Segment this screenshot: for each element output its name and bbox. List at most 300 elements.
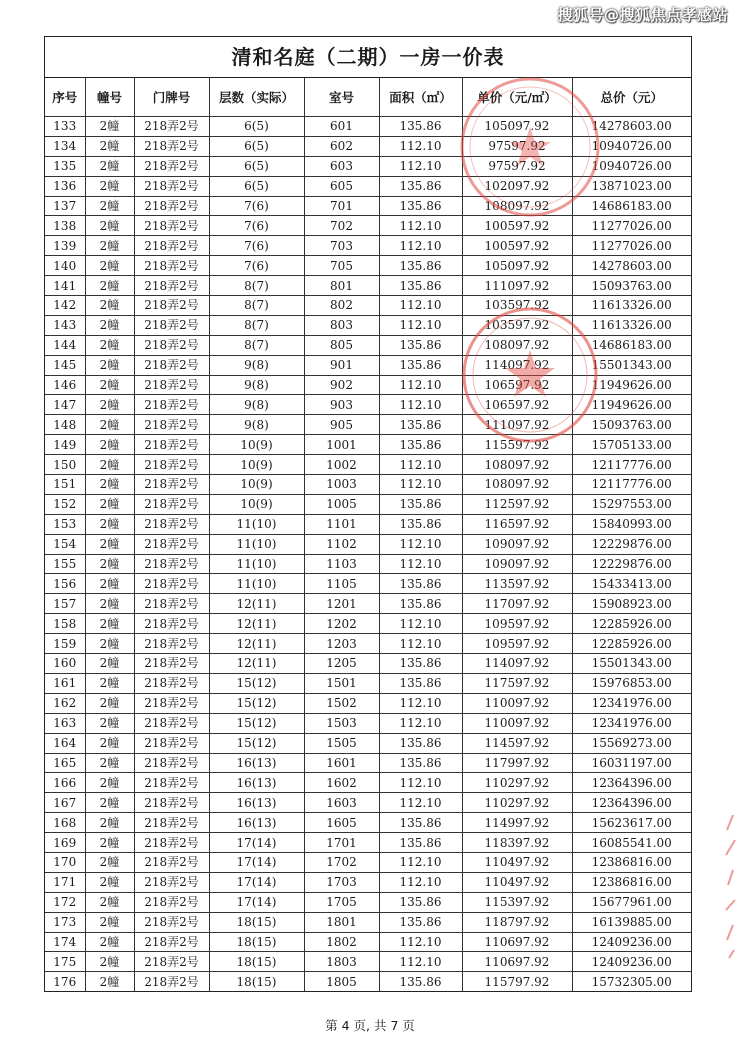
table-cell: 1605 <box>304 813 379 833</box>
table-cell: 2幢 <box>85 355 134 375</box>
table-row <box>45 654 691 674</box>
table-cell: 154 <box>45 534 85 554</box>
table-cell: 110697.92 <box>462 952 572 972</box>
table-cell: 110697.92 <box>462 932 572 952</box>
table-cell: 112.10 <box>379 475 462 495</box>
table-cell: 605 <box>304 176 379 196</box>
table-cell: 12285926.00 <box>572 634 691 654</box>
table-cell: 164 <box>45 733 85 753</box>
table-cell: 9(8) <box>209 355 304 375</box>
table-cell: 15569273.00 <box>572 733 691 753</box>
table-cell: 167 <box>45 793 85 813</box>
table-row <box>45 833 691 853</box>
table-cell: 2幢 <box>85 614 134 634</box>
table-cell: 2幢 <box>85 435 134 455</box>
table-row <box>45 415 691 435</box>
table-cell: 1102 <box>304 534 379 554</box>
table-cell: 112.10 <box>379 634 462 654</box>
table-cell: 114097.92 <box>462 654 572 674</box>
table-cell: 2幢 <box>85 654 134 674</box>
table-cell: 701 <box>304 196 379 216</box>
table-cell: 135.86 <box>379 355 462 375</box>
table-cell: 2幢 <box>85 753 134 773</box>
table-cell: 116597.92 <box>462 514 572 534</box>
table-cell: 1602 <box>304 773 379 793</box>
table-cell: 218弄2号 <box>134 833 209 853</box>
column-header: 幢号 <box>85 78 134 117</box>
table-cell: 16(13) <box>209 813 304 833</box>
table-cell: 12386816.00 <box>572 852 691 872</box>
table-cell: 2幢 <box>85 932 134 952</box>
table-cell: 117597.92 <box>462 673 572 693</box>
table-cell: 1802 <box>304 932 379 952</box>
table-cell: 112.10 <box>379 872 462 892</box>
table-cell: 106597.92 <box>462 395 572 415</box>
table-cell: 10(9) <box>209 455 304 475</box>
table-cell: 11949626.00 <box>572 375 691 395</box>
table-cell: 218弄2号 <box>134 932 209 952</box>
table-cell: 2幢 <box>85 852 134 872</box>
table-row <box>45 136 691 156</box>
table-cell: 15093763.00 <box>572 276 691 296</box>
table-cell: 2幢 <box>85 912 134 932</box>
table-row <box>45 912 691 932</box>
table-cell: 218弄2号 <box>134 614 209 634</box>
table-cell: 135.86 <box>379 813 462 833</box>
table-cell: 111097.92 <box>462 415 572 435</box>
table-row <box>45 554 691 574</box>
table-cell: 115797.92 <box>462 972 572 991</box>
table-cell: 117997.92 <box>462 753 572 773</box>
table-cell: 12229876.00 <box>572 554 691 574</box>
table-cell: 1503 <box>304 713 379 733</box>
table-row <box>45 335 691 355</box>
table-cell: 1801 <box>304 912 379 932</box>
column-header: 室号 <box>304 78 379 117</box>
table-cell: 218弄2号 <box>134 494 209 514</box>
table-cell: 15705133.00 <box>572 435 691 455</box>
table-cell: 218弄2号 <box>134 554 209 574</box>
table-cell: 6(5) <box>209 117 304 137</box>
table-cell: 11949626.00 <box>572 395 691 415</box>
table-cell: 15(12) <box>209 713 304 733</box>
column-header: 序号 <box>45 78 85 117</box>
table-cell: 9(8) <box>209 395 304 415</box>
table-cell: 16031197.00 <box>572 753 691 773</box>
table-cell: 218弄2号 <box>134 534 209 554</box>
table-cell: 2幢 <box>85 475 134 495</box>
header-row <box>45 78 691 117</box>
table-cell: 1705 <box>304 892 379 912</box>
table-cell: 1101 <box>304 514 379 534</box>
table-cell: 103597.92 <box>462 296 572 316</box>
table-cell: 2幢 <box>85 952 134 972</box>
table-row <box>45 534 691 554</box>
table-cell: 135.86 <box>379 494 462 514</box>
table-cell: 218弄2号 <box>134 355 209 375</box>
table-cell: 18(15) <box>209 952 304 972</box>
table-cell: 152 <box>45 494 85 514</box>
table-cell: 1202 <box>304 614 379 634</box>
table-cell: 2幢 <box>85 892 134 912</box>
table-cell: 141 <box>45 276 85 296</box>
table-cell: 112597.92 <box>462 494 572 514</box>
table-cell: 218弄2号 <box>134 176 209 196</box>
table-cell: 135.86 <box>379 574 462 594</box>
table-row <box>45 236 691 256</box>
table-cell: 801 <box>304 276 379 296</box>
table-cell: 218弄2号 <box>134 514 209 534</box>
table-cell: 218弄2号 <box>134 972 209 991</box>
table-cell: 7(6) <box>209 216 304 236</box>
table-cell: 112.10 <box>379 773 462 793</box>
table-cell: 135.86 <box>379 415 462 435</box>
table-cell: 112.10 <box>379 534 462 554</box>
table-cell: 218弄2号 <box>134 634 209 654</box>
table-row <box>45 256 691 276</box>
table-cell: 112.10 <box>379 315 462 335</box>
table-cell: 11277026.00 <box>572 236 691 256</box>
table-cell: 2幢 <box>85 793 134 813</box>
table-cell: 2幢 <box>85 256 134 276</box>
table-cell: 160 <box>45 654 85 674</box>
table-row <box>45 494 691 514</box>
table-cell: 118797.92 <box>462 912 572 932</box>
table-cell: 15908923.00 <box>572 594 691 614</box>
table-cell: 168 <box>45 813 85 833</box>
table-row <box>45 713 691 733</box>
table-row <box>45 395 691 415</box>
table-cell: 1603 <box>304 793 379 813</box>
table-row <box>45 972 691 991</box>
table-cell: 218弄2号 <box>134 654 209 674</box>
table-cell: 171 <box>45 872 85 892</box>
column-header: 单价（元/㎡） <box>462 78 572 117</box>
table-cell: 2幢 <box>85 176 134 196</box>
table-cell: 108097.92 <box>462 455 572 475</box>
table-cell: 12341976.00 <box>572 693 691 713</box>
table-cell: 2幢 <box>85 236 134 256</box>
table-cell: 112.10 <box>379 852 462 872</box>
table-cell: 15093763.00 <box>572 415 691 435</box>
table-cell: 140 <box>45 256 85 276</box>
table-cell: 114097.92 <box>462 355 572 375</box>
table-cell: 112.10 <box>379 932 462 952</box>
table-cell: 11(10) <box>209 514 304 534</box>
table-cell: 135.86 <box>379 256 462 276</box>
table-cell: 218弄2号 <box>134 236 209 256</box>
table-row <box>45 176 691 196</box>
table-cell: 14278603.00 <box>572 256 691 276</box>
table-cell: 218弄2号 <box>134 196 209 216</box>
table-cell: 218弄2号 <box>134 892 209 912</box>
table-cell: 2幢 <box>85 813 134 833</box>
table-cell: 12364396.00 <box>572 793 691 813</box>
table-row <box>45 773 691 793</box>
table-cell: 155 <box>45 554 85 574</box>
table-cell: 2幢 <box>85 375 134 395</box>
table-cell: 135.86 <box>379 733 462 753</box>
table-cell: 1205 <box>304 654 379 674</box>
table-cell: 218弄2号 <box>134 375 209 395</box>
table-cell: 138 <box>45 216 85 236</box>
table-cell: 218弄2号 <box>134 256 209 276</box>
table-cell: 8(7) <box>209 296 304 316</box>
table-cell: 148 <box>45 415 85 435</box>
table-row <box>45 475 691 495</box>
table-cell: 12(11) <box>209 614 304 634</box>
table-cell: 112.10 <box>379 236 462 256</box>
edge-stamp-fragment <box>723 810 737 960</box>
table-cell: 2幢 <box>85 634 134 654</box>
table-row <box>45 932 691 952</box>
table-row <box>45 296 691 316</box>
table-row <box>45 315 691 335</box>
table-row <box>45 892 691 912</box>
table-cell: 150 <box>45 455 85 475</box>
table-cell: 14278603.00 <box>572 117 691 137</box>
table-cell: 11(10) <box>209 574 304 594</box>
table-cell: 153 <box>45 514 85 534</box>
table-cell: 135.86 <box>379 892 462 912</box>
table-cell: 218弄2号 <box>134 216 209 236</box>
table-cell: 10940726.00 <box>572 156 691 176</box>
price-table <box>45 78 691 991</box>
table-cell: 112.10 <box>379 216 462 236</box>
table-cell: 18(15) <box>209 972 304 991</box>
table-cell: 14686183.00 <box>572 335 691 355</box>
table-cell: 109097.92 <box>462 534 572 554</box>
table-body <box>45 117 691 992</box>
table-cell: 174 <box>45 932 85 952</box>
table-cell: 1701 <box>304 833 379 853</box>
table-cell: 12364396.00 <box>572 773 691 793</box>
table-cell: 15501343.00 <box>572 654 691 674</box>
table-row <box>45 276 691 296</box>
table-cell: 135.86 <box>379 833 462 853</box>
table-cell: 1105 <box>304 574 379 594</box>
table-cell: 2幢 <box>85 972 134 991</box>
table-cell: 2幢 <box>85 574 134 594</box>
table-cell: 7(6) <box>209 256 304 276</box>
table-cell: 15840993.00 <box>572 514 691 534</box>
table-cell: 112.10 <box>379 156 462 176</box>
table-cell: 218弄2号 <box>134 713 209 733</box>
table-cell: 16(13) <box>209 773 304 793</box>
table-cell: 112.10 <box>379 296 462 316</box>
table-cell: 218弄2号 <box>134 872 209 892</box>
table-cell: 2幢 <box>85 395 134 415</box>
table-cell: 15(12) <box>209 673 304 693</box>
table-row <box>45 614 691 634</box>
table-cell: 112.10 <box>379 713 462 733</box>
table-cell: 2幢 <box>85 335 134 355</box>
table-cell: 802 <box>304 296 379 316</box>
table-cell: 17(14) <box>209 872 304 892</box>
table-cell: 8(7) <box>209 335 304 355</box>
table-cell: 6(5) <box>209 156 304 176</box>
table-title: 清和名庭（二期）一房一价表 <box>45 37 691 78</box>
table-cell: 2幢 <box>85 713 134 733</box>
table-row <box>45 793 691 813</box>
table-cell: 1601 <box>304 753 379 773</box>
table-row <box>45 594 691 614</box>
table-cell: 12386816.00 <box>572 872 691 892</box>
table-cell: 218弄2号 <box>134 136 209 156</box>
table-cell: 12341976.00 <box>572 713 691 733</box>
table-row <box>45 435 691 455</box>
table-cell: 12409236.00 <box>572 932 691 952</box>
table-cell: 134 <box>45 136 85 156</box>
table-cell: 218弄2号 <box>134 733 209 753</box>
table-cell: 135.86 <box>379 753 462 773</box>
table-cell: 2幢 <box>85 534 134 554</box>
table-cell: 145 <box>45 355 85 375</box>
table-cell: 218弄2号 <box>134 315 209 335</box>
table-cell: 108097.92 <box>462 196 572 216</box>
table-cell: 218弄2号 <box>134 415 209 435</box>
table-row <box>45 375 691 395</box>
table-cell: 97597.92 <box>462 136 572 156</box>
table-cell: 12285926.00 <box>572 614 691 634</box>
table-cell: 901 <box>304 355 379 375</box>
table-cell: 143 <box>45 315 85 335</box>
table-cell: 135.86 <box>379 117 462 137</box>
table-row <box>45 952 691 972</box>
table-cell: 16085541.00 <box>572 833 691 853</box>
table-cell: 1001 <box>304 435 379 455</box>
table-cell: 135.86 <box>379 654 462 674</box>
table-row <box>45 872 691 892</box>
table-cell: 137 <box>45 196 85 216</box>
table-cell: 15(12) <box>209 693 304 713</box>
table-cell: 8(7) <box>209 276 304 296</box>
table-cell: 112.10 <box>379 395 462 415</box>
table-cell: 109097.92 <box>462 554 572 574</box>
column-header: 面积（㎡） <box>379 78 462 117</box>
table-cell: 2幢 <box>85 196 134 216</box>
table-cell: 602 <box>304 136 379 156</box>
table-cell: 15732305.00 <box>572 972 691 991</box>
table-cell: 110297.92 <box>462 773 572 793</box>
table-cell: 12(11) <box>209 654 304 674</box>
table-cell: 112.10 <box>379 455 462 475</box>
table-cell: 1505 <box>304 733 379 753</box>
table-cell: 161 <box>45 673 85 693</box>
table-row <box>45 753 691 773</box>
table-cell: 102097.92 <box>462 176 572 196</box>
table-cell: 17(14) <box>209 852 304 872</box>
table-cell: 15297553.00 <box>572 494 691 514</box>
table-cell: 111097.92 <box>462 276 572 296</box>
table-cell: 703 <box>304 236 379 256</box>
table-cell: 218弄2号 <box>134 773 209 793</box>
table-cell: 601 <box>304 117 379 137</box>
table-cell: 1103 <box>304 554 379 574</box>
table-cell: 218弄2号 <box>134 852 209 872</box>
table-cell: 162 <box>45 693 85 713</box>
table-cell: 218弄2号 <box>134 435 209 455</box>
table-cell: 135.86 <box>379 435 462 455</box>
table-cell: 218弄2号 <box>134 952 209 972</box>
table-cell: 112.10 <box>379 375 462 395</box>
table-cell: 112.10 <box>379 614 462 634</box>
table-cell: 218弄2号 <box>134 156 209 176</box>
table-cell: 10(9) <box>209 435 304 455</box>
table-cell: 149 <box>45 435 85 455</box>
table-cell: 218弄2号 <box>134 395 209 415</box>
table-cell: 1203 <box>304 634 379 654</box>
table-cell: 105097.92 <box>462 256 572 276</box>
table-cell: 114997.92 <box>462 813 572 833</box>
table-row <box>45 693 691 713</box>
table-cell: 12117776.00 <box>572 455 691 475</box>
table-cell: 6(5) <box>209 176 304 196</box>
table-cell: 151 <box>45 475 85 495</box>
table-cell: 105097.92 <box>462 117 572 137</box>
table-cell: 15(12) <box>209 733 304 753</box>
table-cell: 7(6) <box>209 196 304 216</box>
table-cell: 218弄2号 <box>134 574 209 594</box>
table-cell: 176 <box>45 972 85 991</box>
table-cell: 218弄2号 <box>134 813 209 833</box>
table-cell: 156 <box>45 574 85 594</box>
table-cell: 10(9) <box>209 494 304 514</box>
table-cell: 12(11) <box>209 634 304 654</box>
table-cell: 2幢 <box>85 773 134 793</box>
table-cell: 1005 <box>304 494 379 514</box>
table-cell: 1201 <box>304 594 379 614</box>
table-cell: 114597.92 <box>462 733 572 753</box>
table-row <box>45 355 691 375</box>
table-row <box>45 574 691 594</box>
table-cell: 11277026.00 <box>572 216 691 236</box>
table-cell: 112.10 <box>379 136 462 156</box>
table-cell: 12(11) <box>209 594 304 614</box>
table-cell: 14686183.00 <box>572 196 691 216</box>
table-cell: 12229876.00 <box>572 534 691 554</box>
table-cell: 15677961.00 <box>572 892 691 912</box>
table-cell: 100597.92 <box>462 236 572 256</box>
table-cell: 12117776.00 <box>572 475 691 495</box>
table-cell: 2幢 <box>85 117 134 137</box>
table-cell: 112.10 <box>379 554 462 574</box>
table-cell: 108097.92 <box>462 335 572 355</box>
table-cell: 803 <box>304 315 379 335</box>
table-cell: 2幢 <box>85 136 134 156</box>
table-cell: 170 <box>45 852 85 872</box>
table-cell: 1803 <box>304 952 379 972</box>
table-cell: 218弄2号 <box>134 455 209 475</box>
table-cell: 8(7) <box>209 315 304 335</box>
table-cell: 603 <box>304 156 379 176</box>
table-cell: 135.86 <box>379 276 462 296</box>
column-header: 门牌号 <box>134 78 209 117</box>
column-header: 层数（实际） <box>209 78 304 117</box>
table-cell: 2幢 <box>85 415 134 435</box>
table-cell: 218弄2号 <box>134 335 209 355</box>
table-cell: 172 <box>45 892 85 912</box>
table-cell: 135.86 <box>379 514 462 534</box>
table-cell: 18(15) <box>209 932 304 952</box>
table-cell: 103597.92 <box>462 315 572 335</box>
table-cell: 218弄2号 <box>134 673 209 693</box>
table-cell: 2幢 <box>85 872 134 892</box>
table-cell: 135.86 <box>379 912 462 932</box>
table-cell: 136 <box>45 176 85 196</box>
table-cell: 115397.92 <box>462 892 572 912</box>
table-cell: 6(5) <box>209 136 304 156</box>
